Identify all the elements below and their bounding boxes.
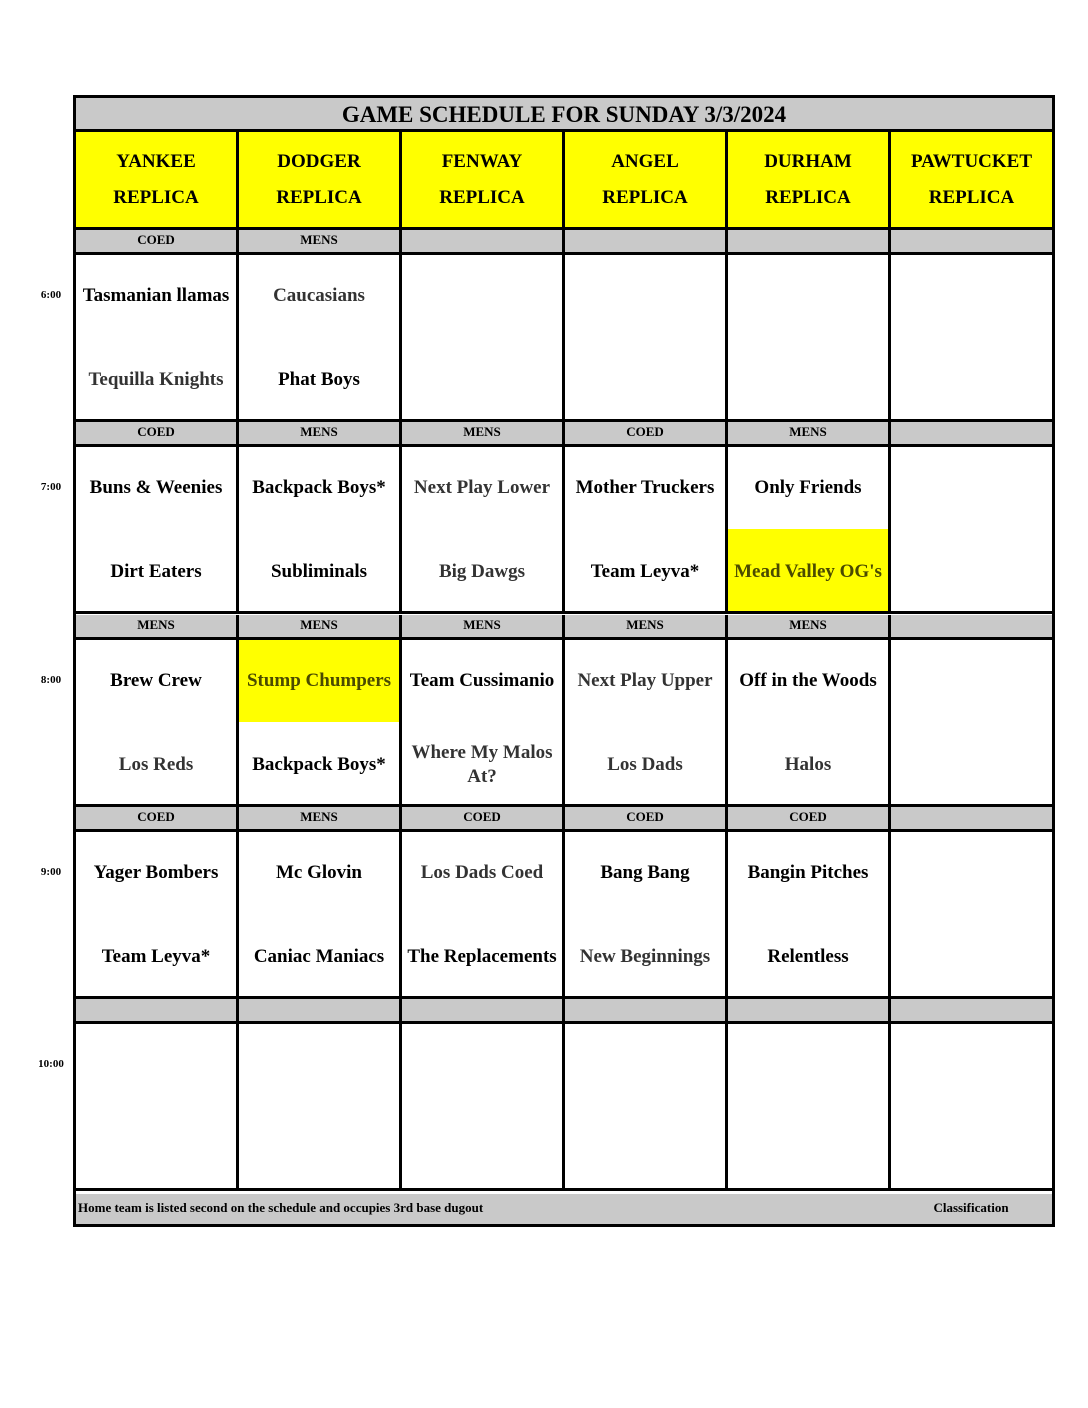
- game-cell: [728, 447, 891, 614]
- game-cell: [239, 640, 402, 807]
- game-cell: [239, 255, 402, 422]
- schedule-table: [73, 95, 1055, 1227]
- visiting-team: Mother Truckers: [575, 477, 715, 498]
- game-cell: [891, 832, 1052, 999]
- visiting-team: Stump Chumpers: [246, 670, 392, 691]
- home-team: Halos: [784, 754, 832, 775]
- classification-cell: MENS: [239, 807, 402, 832]
- visiting-team: Yager Bombers: [93, 862, 219, 883]
- classification-cell: [565, 999, 728, 1024]
- visiting-team: Brew Crew: [110, 670, 202, 691]
- game-cell: [239, 832, 402, 999]
- home-team: Relentless: [767, 946, 849, 967]
- home-team: New Beginnings: [579, 946, 711, 967]
- game-cell: [76, 640, 239, 807]
- classification-cell: [239, 999, 402, 1024]
- visiting-team: Buns & Weenies: [89, 477, 223, 498]
- game-cell: [891, 640, 1052, 807]
- field-name: YANKEE: [116, 150, 196, 172]
- game-cell: [728, 640, 891, 807]
- classification-cell: [891, 230, 1052, 255]
- field-header: [239, 132, 402, 230]
- field-header: [565, 132, 728, 230]
- visiting-team: Only Friends: [754, 477, 862, 498]
- classification-cell: [402, 230, 565, 255]
- time-label: 7:00: [40, 481, 62, 493]
- game-cell: [402, 447, 565, 614]
- footer-bar: [76, 1194, 1052, 1224]
- footer-label: Classification: [933, 1200, 1009, 1215]
- field-header: [402, 132, 565, 230]
- game-cell: [239, 447, 402, 614]
- footer-note: Home team is listed second on the schedule and occupies 3rd base dugout: [78, 1200, 484, 1215]
- game-cell: [891, 255, 1052, 422]
- classification-cell: MENS: [402, 615, 565, 640]
- game-cell: [728, 255, 891, 422]
- home-team: The Replacements: [407, 946, 557, 967]
- home-team: Phat Boys: [278, 369, 360, 390]
- classification-cell: [728, 999, 891, 1024]
- game-cell: [728, 1024, 891, 1191]
- field-name: FENWAY: [441, 150, 523, 172]
- visiting-team: Next Play Lower: [413, 477, 551, 498]
- game-cell: [891, 1024, 1052, 1191]
- field-header: [891, 132, 1052, 230]
- field-name: PAWTUCKET: [910, 150, 1033, 172]
- field-type: REPLICA: [928, 186, 1015, 208]
- field-header: [728, 132, 891, 230]
- home-team: Los Reds: [118, 754, 194, 775]
- classification-cell: COED: [402, 807, 565, 832]
- home-team: Subliminals: [270, 561, 368, 582]
- game-cell: [76, 255, 239, 422]
- classification-cell: MENS: [728, 422, 891, 447]
- classification-cell: [891, 422, 1052, 447]
- classification-cell: COED: [76, 422, 239, 447]
- home-team: Big Dawgs: [438, 561, 526, 582]
- field-type: REPLICA: [276, 186, 362, 208]
- field-type: REPLICA: [439, 186, 525, 208]
- time-label: 6:00: [40, 289, 62, 301]
- visiting-team: Next Play Upper: [577, 670, 713, 691]
- game-cell: [565, 1024, 728, 1191]
- visiting-team: Caucasians: [273, 285, 365, 306]
- field-header: [76, 132, 239, 230]
- home-team: Mead Valley OG's: [734, 561, 882, 582]
- classification-cell: COED: [565, 807, 728, 832]
- game-cell: [402, 1024, 565, 1191]
- visiting-team: Bang Bang: [600, 862, 690, 883]
- classification-cell: MENS: [728, 615, 891, 640]
- classification-cell: [891, 615, 1052, 640]
- classification-cell: MENS: [239, 422, 402, 447]
- visiting-team: Bangin Pitches: [747, 862, 869, 883]
- classification-cell: MENS: [402, 422, 565, 447]
- game-cell: [402, 832, 565, 999]
- classification-cell: COED: [728, 807, 891, 832]
- game-cell: [728, 832, 891, 999]
- game-cell: [239, 1024, 402, 1191]
- time-label: 9:00: [40, 866, 62, 878]
- game-cell: [76, 1024, 239, 1191]
- field-name: ANGEL: [611, 150, 679, 172]
- classification-cell: [891, 807, 1052, 832]
- field-type: REPLICA: [113, 186, 199, 208]
- visiting-team: Off in the Woods: [739, 670, 877, 691]
- visiting-team: Tasmanian llamas: [82, 285, 230, 306]
- home-team: Where My Malos At?: [411, 742, 553, 787]
- classification-cell: [565, 230, 728, 255]
- game-cell: [565, 832, 728, 999]
- classification-cell: MENS: [239, 230, 402, 255]
- game-cell: [402, 255, 565, 422]
- home-team: Tequilla Knights: [88, 369, 224, 390]
- field-type: REPLICA: [602, 186, 688, 208]
- field-name: DURHAM: [764, 150, 852, 172]
- game-cell: [891, 447, 1052, 614]
- game-cell: [402, 640, 565, 807]
- visiting-team: Backpack Boys*: [252, 477, 386, 498]
- classification-cell: [728, 230, 891, 255]
- time-label: 8:00: [40, 674, 62, 686]
- visiting-team: Mc Glovin: [275, 862, 363, 883]
- classification-cell: COED: [565, 422, 728, 447]
- classification-cell: [76, 999, 239, 1024]
- game-cell: [76, 447, 239, 614]
- field-type: REPLICA: [765, 186, 851, 208]
- classification-cell: [891, 999, 1052, 1024]
- classification-cell: MENS: [565, 615, 728, 640]
- classification-cell: MENS: [239, 615, 402, 640]
- classification-cell: COED: [76, 230, 239, 255]
- home-team: Team Leyva*: [590, 561, 700, 582]
- classification-cell: [402, 999, 565, 1024]
- schedule-title: GAME SCHEDULE FOR SUNDAY 3/3/2024: [76, 98, 1052, 132]
- home-team: Caniac Maniacs: [253, 946, 385, 967]
- game-cell: [565, 640, 728, 807]
- field-name: DODGER: [277, 150, 361, 172]
- home-team: Backpack Boys*: [252, 754, 386, 775]
- visiting-team: Team Cussimanio: [409, 670, 555, 691]
- visiting-team: Los Dads Coed: [420, 862, 544, 883]
- game-cell: [76, 832, 239, 999]
- classification-cell: COED: [76, 807, 239, 832]
- home-team: Team Leyva*: [101, 946, 211, 967]
- game-cell: [565, 447, 728, 614]
- time-label: 10:00: [38, 1058, 64, 1070]
- classification-cell: MENS: [76, 615, 239, 640]
- game-cell: [565, 255, 728, 422]
- home-team: Los Dads: [607, 754, 683, 775]
- home-team: Dirt Eaters: [110, 561, 202, 582]
